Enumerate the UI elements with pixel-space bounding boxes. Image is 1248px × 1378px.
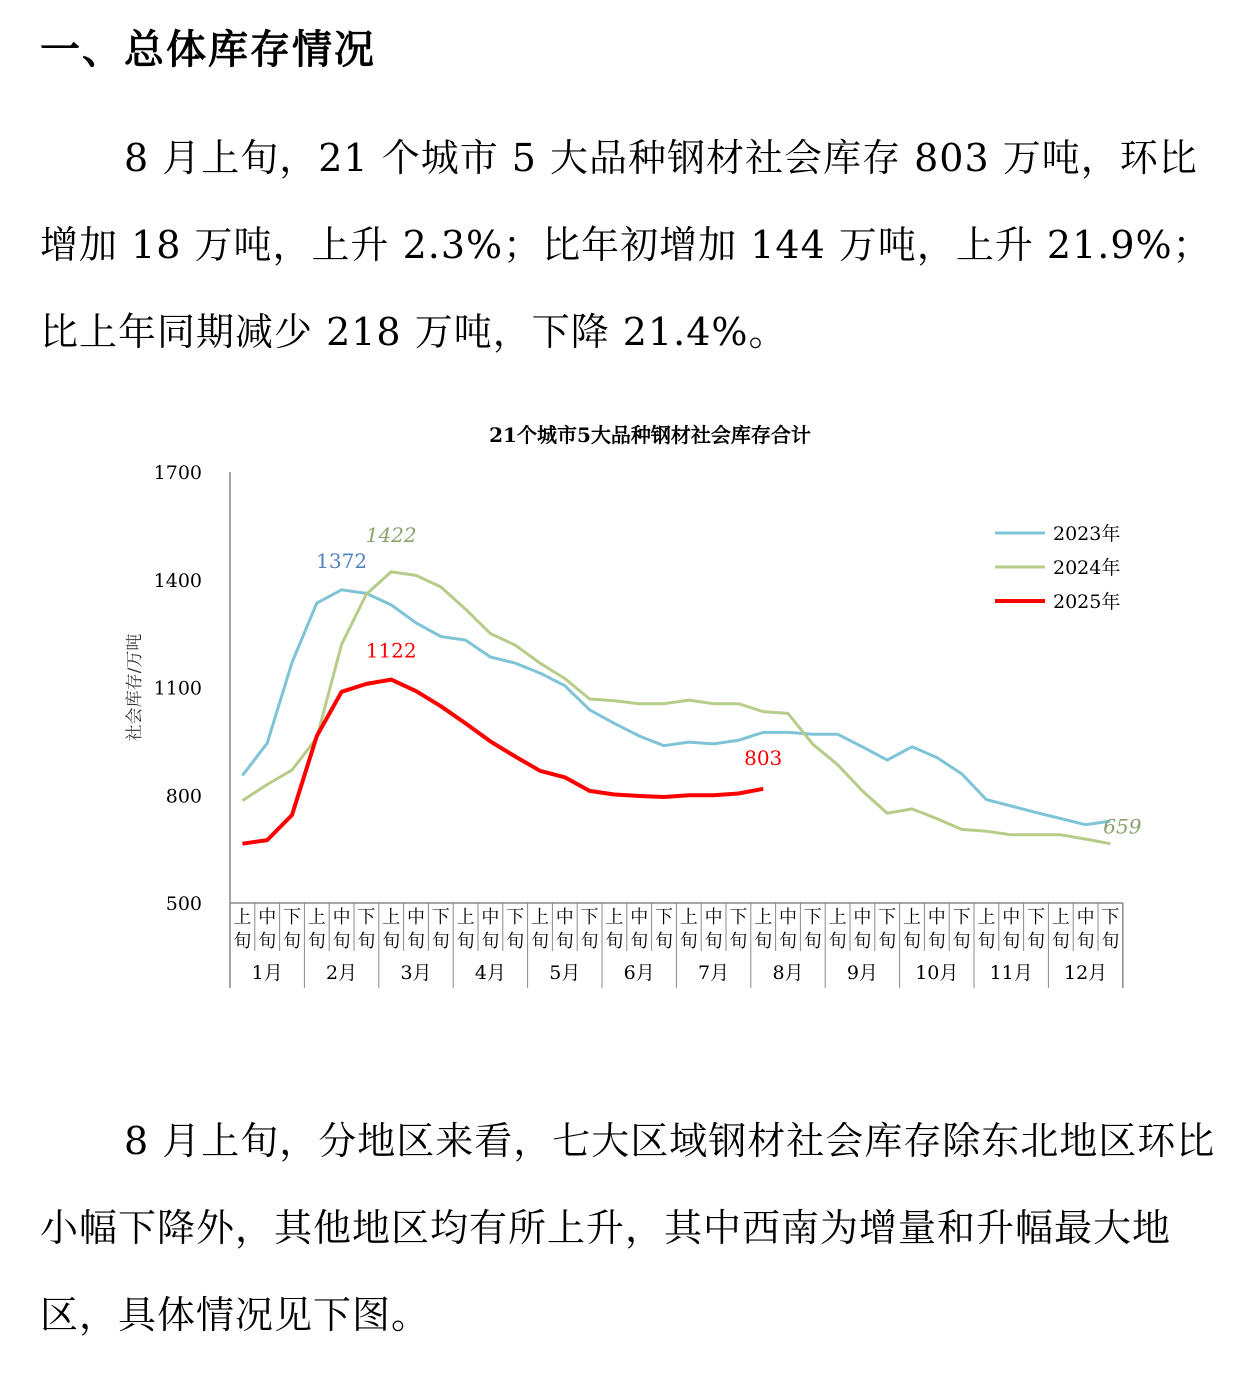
x-tick-dekad-char1: 中	[332, 907, 351, 928]
x-tick-dekad-char2: 旬	[283, 931, 301, 952]
series-line-2025	[242, 680, 763, 844]
x-tick-dekad-char1: 下	[431, 907, 450, 928]
x-tick-dekad-char2: 旬	[704, 931, 723, 952]
series-line-2023	[242, 590, 1110, 825]
x-tick-dekad-char2: 旬	[754, 931, 773, 952]
x-tick-dekad-char1: 下	[1027, 907, 1045, 928]
data-label: 1372	[316, 548, 368, 573]
x-tick-month: 9月	[846, 962, 878, 984]
x-tick-dekad-char2: 旬	[779, 931, 797, 952]
x-tick-dekad-char2: 旬	[828, 931, 847, 952]
x-tick-dekad-char1: 中	[555, 907, 574, 928]
x-tick-dekad-char2: 旬	[555, 931, 574, 952]
x-tick-dekad-char1: 上	[456, 907, 475, 928]
x-tick-dekad-char2: 旬	[952, 931, 971, 952]
x-tick-dekad-char1: 上	[531, 907, 549, 928]
x-tick-dekad-char1: 上	[382, 907, 401, 928]
paragraph-summary: 8 月上旬，21 个城市 5 大品种钢材社会库存 803 万吨，环比增加 18 万吨，上升 2.3%；比年初增加 144 万吨，上升 21.9%；比上年同期减少 218 万吨，下降 21.4%。	[40, 136, 1212, 354]
inventory-line-chart	[110, 410, 1150, 1010]
chart-title: 21个城市5大品种钢材社会库存合计	[489, 423, 811, 447]
x-tick-dekad-char1: 上	[233, 907, 252, 928]
x-tick-dekad-char1: 下	[878, 907, 897, 928]
y-tick-label: 1100	[153, 677, 202, 700]
x-tick-dekad-char2: 旬	[332, 931, 351, 952]
x-tick-dekad-char1: 中	[1076, 907, 1095, 928]
x-tick-dekad-char1: 中	[481, 907, 500, 928]
x-tick-dekad-char2: 旬	[382, 931, 401, 952]
data-label: 803	[744, 745, 783, 770]
x-tick-dekad-char1: 下	[357, 907, 376, 928]
x-tick-month: 1月	[251, 962, 283, 984]
legend-label: 2023年	[1053, 523, 1121, 545]
x-tick-dekad-char2: 旬	[903, 931, 921, 952]
x-tick-dekad-char1: 上	[605, 907, 624, 928]
x-tick-month: 10月	[915, 962, 959, 984]
x-tick-dekad-char2: 旬	[307, 931, 326, 952]
series-line-2024	[242, 572, 1110, 844]
x-tick-dekad-char2: 旬	[233, 931, 252, 952]
x-tick-dekad-char1: 中	[779, 907, 797, 928]
x-tick-dekad-char2: 旬	[853, 931, 872, 952]
y-tick-label: 500	[165, 893, 202, 915]
x-tick-dekad-char2: 旬	[456, 931, 475, 952]
y-tick-label: 1400	[153, 569, 202, 592]
x-tick-dekad-char2: 旬	[605, 931, 624, 952]
data-label: 1422	[365, 522, 417, 547]
x-tick-month: 2月	[326, 962, 358, 984]
x-tick-dekad-char1: 下	[580, 907, 599, 928]
x-tick-month: 4月	[474, 962, 506, 984]
x-tick-month: 11月	[989, 962, 1033, 984]
x-tick-month: 5月	[549, 962, 581, 984]
x-tick-dekad-char2: 旬	[630, 931, 649, 952]
x-tick-dekad-char1: 中	[853, 907, 872, 928]
x-tick-dekad-char2: 旬	[1002, 931, 1021, 952]
x-tick-dekad-char2: 旬	[1027, 931, 1045, 952]
x-tick-dekad-char1: 中	[630, 907, 649, 928]
x-tick-dekad-char2: 旬	[357, 931, 376, 952]
y-tick-label: 1700	[153, 462, 202, 484]
x-tick-dekad-char1: 下	[655, 907, 673, 928]
legend-label: 2025年	[1053, 591, 1121, 613]
x-tick-dekad-char2: 旬	[1101, 931, 1120, 952]
y-axis-label: 社会库存/万吨	[125, 633, 145, 742]
x-tick-month: 6月	[623, 962, 655, 984]
x-tick-dekad-char1: 中	[927, 907, 946, 928]
x-tick-dekad-char1: 上	[679, 907, 698, 928]
data-label: 659	[1103, 814, 1142, 839]
x-tick-dekad-char1: 下	[283, 907, 301, 928]
x-tick-dekad-char1: 下	[952, 907, 971, 928]
x-tick-dekad-char1: 中	[407, 907, 425, 928]
x-tick-dekad-char2: 旬	[407, 931, 425, 952]
paragraph-regions: 8 月上旬，分地区来看，七大区域钢材社会库存除东北地区环比小幅下降外，其他地区均有所上升，其中西南为增量和升幅最大地区，具体情况见下图。	[40, 1119, 1216, 1337]
x-tick-dekad-char1: 上	[754, 907, 773, 928]
x-tick-dekad-char1: 中	[1002, 907, 1021, 928]
x-tick-dekad-char1: 中	[704, 907, 723, 928]
x-tick-dekad-char2: 旬	[729, 931, 748, 952]
x-tick-dekad-char2: 旬	[679, 931, 698, 952]
section-heading: 一、总体库存情况	[40, 27, 376, 73]
data-label: 1122	[365, 638, 417, 663]
x-tick-month: 8月	[772, 962, 804, 984]
legend-label: 2024年	[1053, 557, 1121, 579]
x-tick-dekad-char1: 下	[803, 907, 822, 928]
x-tick-dekad-char2: 旬	[655, 931, 673, 952]
x-tick-dekad-char2: 旬	[506, 931, 525, 952]
x-tick-dekad-char2: 旬	[531, 931, 549, 952]
x-tick-month: 3月	[400, 962, 432, 984]
x-tick-month: 12月	[1064, 962, 1108, 984]
x-tick-dekad-char1: 上	[1051, 907, 1070, 928]
x-tick-dekad-char2: 旬	[1051, 931, 1070, 952]
x-tick-dekad-char2: 旬	[580, 931, 599, 952]
x-tick-dekad-char1: 上	[903, 907, 921, 928]
x-tick-dekad-char2: 旬	[481, 931, 500, 952]
x-tick-dekad-char2: 旬	[803, 931, 822, 952]
x-tick-dekad-char1: 下	[729, 907, 748, 928]
y-tick-label: 800	[165, 785, 202, 808]
x-tick-dekad-char2: 旬	[878, 931, 897, 952]
x-tick-dekad-char1: 下	[1101, 907, 1120, 928]
x-tick-dekad-char1: 上	[828, 907, 847, 928]
x-tick-dekad-char1: 上	[977, 907, 996, 928]
x-tick-dekad-char2: 旬	[927, 931, 946, 952]
x-tick-dekad-char1: 下	[506, 907, 525, 928]
x-tick-dekad-char1: 上	[307, 907, 326, 928]
x-tick-dekad-char2: 旬	[977, 931, 996, 952]
x-tick-dekad-char2: 旬	[431, 931, 450, 952]
x-tick-dekad-char2: 旬	[258, 931, 277, 952]
x-tick-dekad-char2: 旬	[1076, 931, 1095, 952]
x-tick-month: 7月	[698, 962, 730, 984]
x-tick-dekad-char1: 中	[258, 907, 277, 928]
